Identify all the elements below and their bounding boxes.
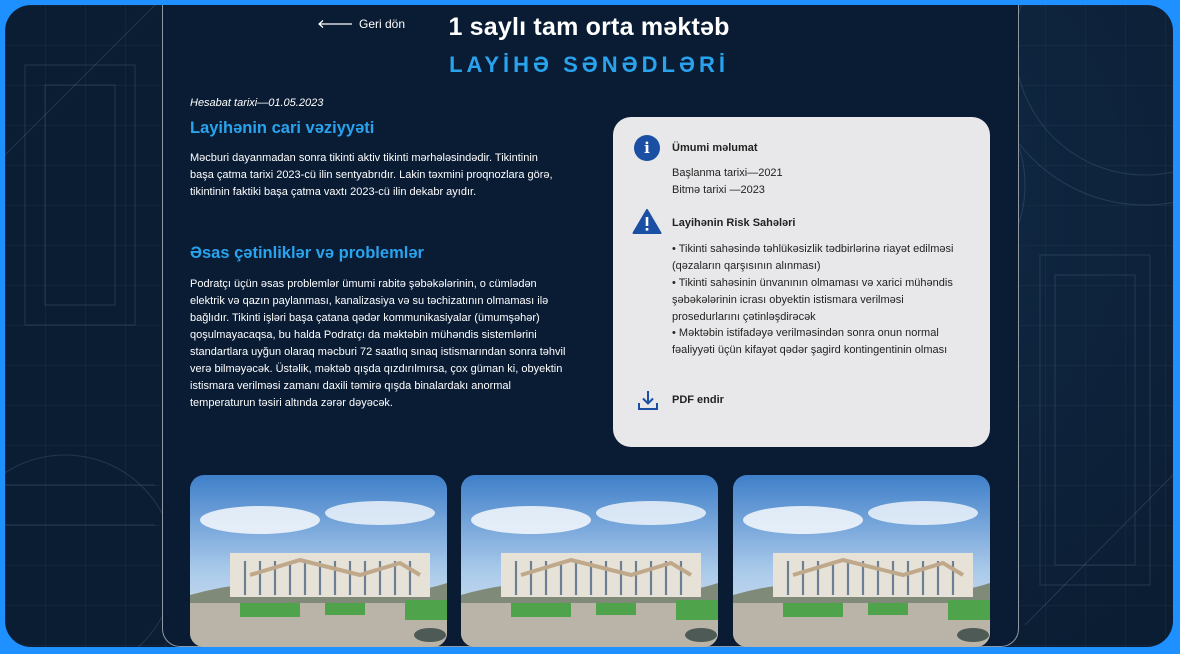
problems-text: Podratçı üçün əsas problemlər ümumi rabitə şəbəkələrinin, o cümlədən elektrik və qazın paylanması, kanalizasiya və su təchizatının olmaması ilə bağlıdır. Tikinti işləri başa çatana qədər kommunikasiyalar (ümumşəhər) qoşulmayacaqsa, bu halda Podratçı da məktəbin mühəndis sistemlərini standartlara uyğun olaraq məcburi 72 saatlıq sınaq istismarından sonra təhvil verə bilməyəcək. Üstəlik, məktəb qışda qızdırılmırsa, çox güman ki, obyektin istismara verilməsi zamanı daxili təmirə qışda binalardakı anormal temperaturun təsiri altında zərər dəyəcək. (190, 278, 566, 409)
school-render-image (461, 475, 718, 647)
info-icon: i (634, 135, 660, 161)
download-icon (637, 389, 659, 411)
gallery-image-1[interactable] (190, 475, 447, 647)
report-date: Hesabat tarixi—01.05.2023 (190, 97, 324, 109)
end-date: Bitmə tarixi —2023 (672, 184, 765, 196)
gallery-image-3[interactable] (733, 475, 990, 647)
status-heading: Layihənin cari vəziyyəti (190, 119, 375, 137)
warning-icon (632, 208, 662, 235)
pdf-label: PDF endir (672, 394, 724, 406)
risk-item: • Tikinti sahəsinin ünvanının olmaması və xarici mühəndis şəbəkələrinin icrası obyektin istismara verilməsi prosedurlarını çətinləşdirəcək (672, 277, 953, 323)
page-subtitle: LAYİHƏ SƏNƏDLƏRİ (449, 52, 729, 77)
info-card (613, 117, 990, 447)
risk-heading: Layihənin Risk Sahələri (672, 217, 796, 229)
school-render-image (733, 475, 990, 647)
start-date: Başlanma tarixi—2021 (672, 167, 783, 179)
gallery-image-2[interactable] (461, 475, 718, 647)
status-text: Məcburi dayanmadan sonra tikinti aktiv tikinti mərhələsindədir. Tikintinin başa çatma tarixi 2023-cü ilin sentyabrıdır. Lakin təxmini proqnozlara görə, tikintinin faktiki başa çatma vaxtı 2023-cü ilin dekabr ayıdır. (190, 152, 553, 198)
page-frame (5, 5, 1173, 647)
general-heading: Ümumi məlumat (672, 142, 758, 154)
problems-heading: Əsas çətinliklər və problemlər (190, 244, 424, 262)
back-label: Geri dön (359, 17, 406, 31)
page-title: 1 saylı tam orta məktəb (448, 13, 730, 41)
pdf-download-button[interactable] (633, 387, 803, 413)
risk-item: • Tikinti sahəsində təhlükəsizlik tədbirlərinə riayət edilməsi (qəzaların qarşısının alınması) (672, 243, 954, 272)
school-render-image (190, 475, 447, 647)
risk-item: • Məktəbin istifadəyə verilməsindən sonra onun normal fəaliyyəti üçün kifayət qədər şagird kontingentinin olması (672, 327, 948, 356)
